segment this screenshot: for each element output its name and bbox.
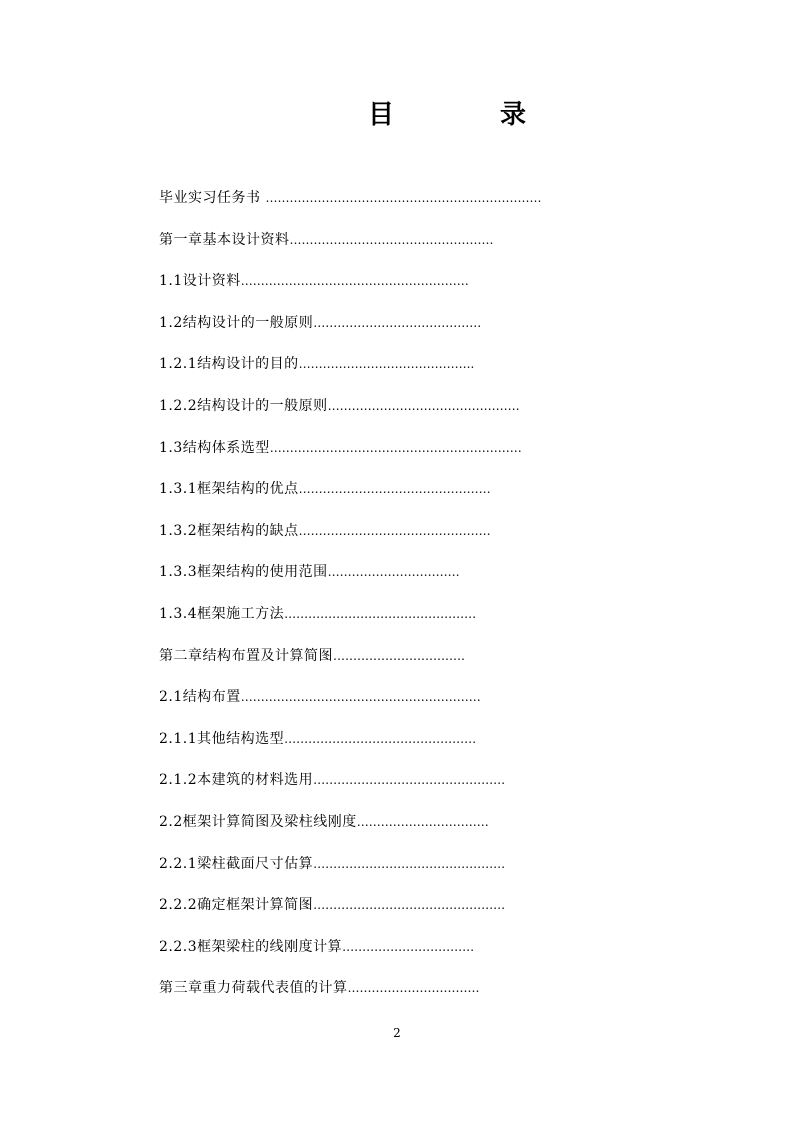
toc-entry-leader: …………………………………………: [327, 398, 520, 413]
toc-entry-label: 1.3.4框架施工方法: [159, 605, 285, 622]
toc-heading: [0, 95, 794, 135]
toc-entry-label: 2.2.2确定框架计算简图: [159, 897, 314, 914]
toc-entry-label: 2.2框架计算简图及梁柱线刚度: [159, 813, 357, 830]
toc-entry[interactable]: [159, 516, 639, 558]
toc-entry-leader: …………………………………………: [313, 898, 506, 913]
toc-entry[interactable]: [159, 349, 639, 391]
toc-entry-leader: ……………………………………..: [298, 357, 475, 372]
toc-entry[interactable]: [159, 225, 639, 267]
toc-entry-leader: …………………………………………: [284, 731, 477, 746]
toc-entry-leader: ……………………………………: [313, 315, 482, 330]
toc-entry-label: 第三章重力荷载代表值的计算: [159, 980, 348, 997]
toc-entry-leader: ……………………………: [356, 814, 489, 829]
toc-entry[interactable]: [159, 183, 639, 225]
toc-entry-leader: ……………………………: [327, 565, 460, 580]
toc-entry[interactable]: [159, 765, 639, 807]
toc-entry-leader: ………………………………………………………: [269, 440, 522, 455]
toc-entry-leader: …………………………………………: [313, 856, 506, 871]
toc-entry[interactable]: [159, 266, 639, 308]
toc-entry[interactable]: [159, 849, 639, 891]
toc-entry-leader: ……………………………: [347, 981, 480, 996]
toc-entry[interactable]: [159, 641, 639, 683]
toc-entry-label: 1.3结构体系选型: [159, 439, 270, 456]
toc-entry[interactable]: [159, 557, 639, 599]
toc-heading-char-1: 目: [368, 100, 395, 130]
toc-entry-label: 1.3.2框架结构的缺点: [159, 522, 299, 539]
toc-entry-label: 1.3.3框架结构的使用范围: [159, 564, 328, 581]
toc-entry[interactable]: [159, 973, 639, 1015]
toc-entry[interactable]: [159, 308, 639, 350]
toc-entry-leader: …………………………………………………: [240, 274, 469, 289]
toc-entry-leader: ……………………………………………: [289, 232, 494, 247]
toc-entry-leader: …………………………………………: [313, 773, 506, 788]
toc-entry-label: 毕业实习任务书: [159, 190, 266, 206]
toc-entry-leader: …………………………………………: [284, 606, 477, 621]
toc-entry-label: 第一章基本设计资料: [159, 231, 290, 248]
toc-entry[interactable]: [159, 807, 639, 849]
toc-entry-label: 2.2.3框架梁柱的线刚度计算: [159, 938, 343, 955]
toc-entry-label: 第二章结构布置及计算简图: [159, 647, 333, 664]
toc-entry[interactable]: [159, 599, 639, 641]
toc-entry-label: 1.2结构设计的一般原则: [159, 314, 314, 331]
toc-entry-label: 2.1结构布置: [159, 689, 241, 706]
toc-entry-label: 1.3.1框架结构的优点: [159, 481, 299, 498]
toc-entry-label: 1.1设计资料: [159, 273, 241, 290]
toc-entry-label: 2.1.1其他结构选型: [159, 730, 285, 747]
toc-entry-label: 1.2.1结构设计的目的: [159, 356, 299, 373]
toc-entry-leader: …………………………………………: [298, 482, 491, 497]
toc-entry[interactable]: [159, 391, 639, 433]
toc-entry-leader: …………………………………………: [298, 523, 491, 538]
toc-list: [159, 183, 639, 1015]
toc-entry[interactable]: [159, 682, 639, 724]
page-number: 2: [393, 1026, 401, 1040]
toc-entry-label: 1.2.2结构设计的一般原则: [159, 397, 328, 414]
toc-entry-leader: ……………………………: [342, 939, 475, 954]
toc-entry[interactable]: [159, 890, 639, 932]
toc-entry-label: 2.1.2本建筑的材料选用: [159, 772, 314, 789]
toc-entry-leader: ……………………………………………………: [240, 690, 481, 705]
toc-entry[interactable]: [159, 433, 639, 475]
toc-entry-leader: ……………………………………………………………: [265, 191, 542, 205]
toc-entry[interactable]: [159, 724, 639, 766]
toc-entry[interactable]: [159, 474, 639, 516]
toc-entry[interactable]: [159, 932, 639, 974]
toc-heading-char-2: 录: [500, 100, 527, 130]
toc-entry-leader: ……………………………: [333, 648, 465, 663]
toc-entry-label: 2.2.1梁柱截面尺寸估算: [159, 855, 314, 872]
